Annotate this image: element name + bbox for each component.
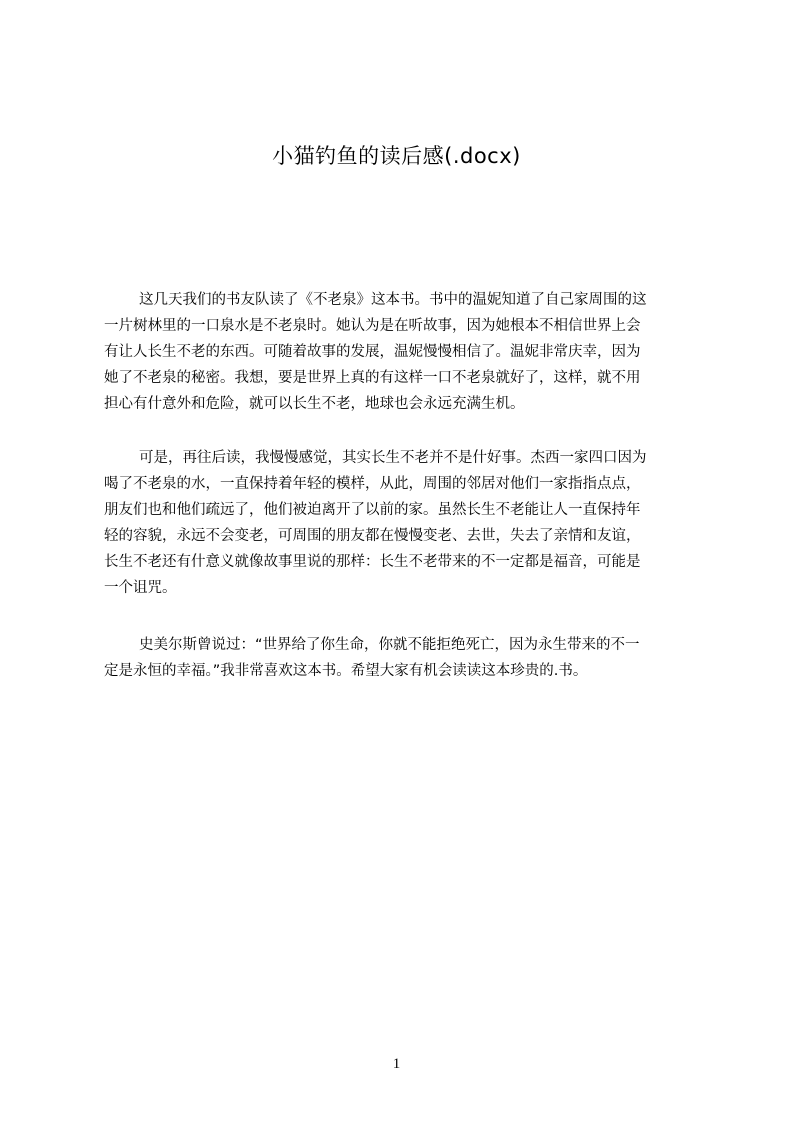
paragraph-line: 史美尔斯曾说过：“世界给了你生命，你就不能拒绝死亡，因为永生带来的不一 <box>139 637 640 653</box>
paragraph-line: 喝了不老泉的水，一直保持着年轻的模样，从此，周围的邻居对他们一家指指点点， <box>104 476 641 492</box>
paragraph-1 <box>104 287 700 417</box>
paragraph-line: 朋友们也和他们疏远了，他们被迫离开了以前的家。虽然长生不老能让人一直保持年 <box>104 502 641 518</box>
paragraph-3 <box>104 632 700 684</box>
paragraph-line: 这几天我们的书友队读了《不老泉》这本书。书中的温妮知道了自己家周围的这 <box>139 292 647 308</box>
paragraph-line: 一片树林里的一口泉水是不老泉时。她认为是在听故事，因为她根本不相信世界上会 <box>104 318 641 334</box>
paragraph-line: 长生不老还有什意义就像故事里说的那样：长生不老带来的不一定都是福音，可能是 <box>104 554 641 570</box>
paragraph-line: 定是永恒的幸福。”我非常喜欢这本书。希望大家有机会读读这本珍贵的.书。 <box>104 663 588 679</box>
paragraph-line: 担心有什意外和危险，就可以长生不老，地球也会永远充满生机。 <box>104 396 525 412</box>
page-number: 1 <box>392 1056 401 1072</box>
paragraph-2 <box>104 445 700 601</box>
document-title: 小猫钓鱼的读后感(.docx) <box>272 144 521 168</box>
paragraph-line: 她了不老泉的秘密。我想，要是世界上真的有这样一口不老泉就好了，这样，就不用 <box>104 370 641 386</box>
paragraph-line: 轻的容貌，永远不会变老，可周围的朋友都在慢慢变老、去世，失去了亲情和友谊， <box>104 528 641 544</box>
paragraph-line: 有让人长生不老的东西。可随着故事的发展，温妮慢慢相信了。温妮非常庆幸，因为 <box>104 344 641 360</box>
paragraph-line: 一个诅咒。 <box>104 580 177 596</box>
paragraph-line: 可是，再往后读，我慢慢感觉，其实长生不老并不是什好事。杰西一家四口因为 <box>139 450 647 466</box>
